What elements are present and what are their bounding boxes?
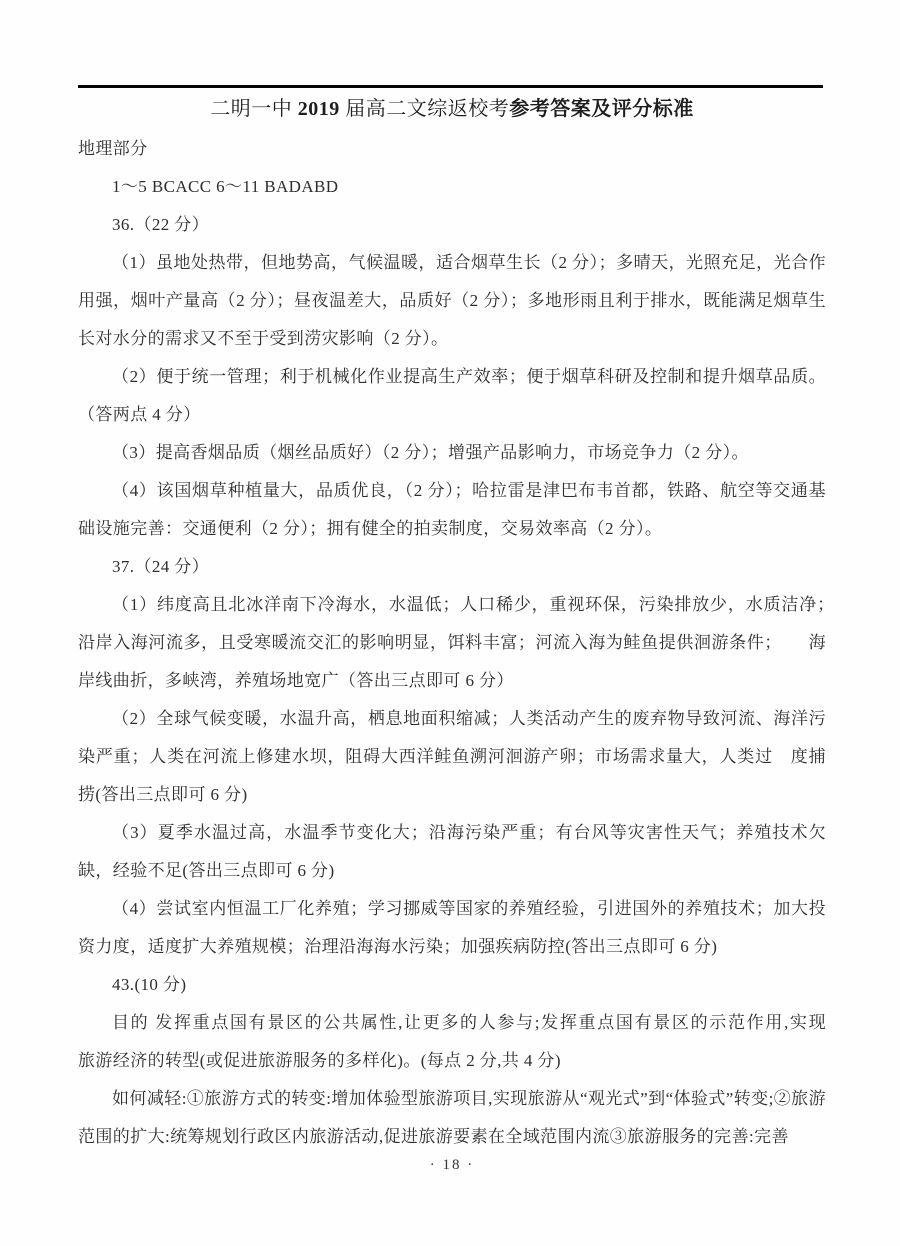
q43-purpose: 目的 发挥重点国有景区的公共属性,让更多的人参与;发挥重点国有景区的示范作用,实现 旅游经济的转型(或促进旅游服务的多样化)。(每点 2 分,共 4 分) xyxy=(78,1013,861,1070)
multiple-choice-answers: 1～5 BCACC 6～11 BADABD xyxy=(112,177,339,196)
q37-header: 37.（24 分） xyxy=(112,557,210,576)
header-rule xyxy=(78,85,823,88)
title-answer-key-label: 参考答案及评分标准 xyxy=(509,98,694,120)
title-exam-name: 届高二文综返校考 xyxy=(339,98,510,120)
q36-item-2: （2）便于统一管理；利于机械化作业提高生产效率；便于烟草科研及控制和提升烟草品质。（答两点 4 分） xyxy=(78,367,826,424)
title-year: 2019 xyxy=(297,98,340,120)
q37-item-2: （2）全球气候变暖，水温升高，栖息地面积缩减；人类活动产生的废弃物导致河流、海洋污染严重；人类在河流上修建水坝，阻碍大西洋鲑鱼溯河洄游产卵；市场需求量大，人类过 度捕捞(答出三点即可 6 分) xyxy=(78,709,826,804)
q36-header: 36.（22 分） xyxy=(112,215,210,234)
q37-item-1: （1）纬度高且北冰洋南下冷海水，水温低；人口稀少，重视环保，污染排放少，水质洁净； 沿岸入海河流多，且受寒暖流交汇的影响明显，饵料丰富；河流入海为鲑鱼提供洄游条件； 海岸线曲折，多峡湾，养殖场地宽广（答出三点即可 6 分） xyxy=(78,595,844,690)
document-title xyxy=(78,90,826,128)
q37-item-4: （4）尝试室内恒温工厂化养殖；学习挪威等国家的养殖经验，引进国外的养殖技术；加大投资力度，适度扩大养殖规模；治理沿海海水污染；加强疾病防控(答出三点即可 6 分) xyxy=(78,899,826,956)
q36-item-4: （4）该国烟草种植量大，品质优良，（2 分）；哈拉雷是津巴布韦首都，铁路、航空等交通基础设施完善：交通便利（2 分）；拥有健全的拍卖制度，交易效率高（2 分）。 xyxy=(78,481,826,538)
q36-item-1: （1）虽地处热带，但地势高，气候温暖，适合烟草生长（2 分）；多晴天，光照充足，光合作用强，烟叶产量高（2 分）；昼夜温差大，品质好（2 分）；多地形雨且利于排水，既能满足烟草生长对水分的需求又不至于受到涝灾影响（2 分）。 xyxy=(78,253,826,348)
page-number: · 18 · xyxy=(429,1157,475,1173)
section-label-geography: 地理部分 xyxy=(78,139,148,158)
title-school: 二明一中 xyxy=(210,98,298,120)
q37-item-3: （3）夏季水温过高，水温季节变化大；沿海污染严重；有台风等灾害性天气；养殖技术欠缺，经验不足(答出三点即可 6 分) xyxy=(78,823,826,880)
document-content xyxy=(78,90,861,1156)
q43-header: 43.(10 分) xyxy=(112,975,187,994)
q43-mitigation: 如何减轻:①旅游方式的转变:增加体验型旅游项目,实现旅游从“观光式”到“体验式”转变;②旅游范围的扩大:统筹规划行政区内旅游活动,促进旅游要素在全域范围内流③旅游服务的完善:完善 xyxy=(78,1089,826,1146)
q36-item-3: （3）提高香烟品质（烟丝品质好）（2 分）；增强产品影响力，市场竞争力（2 分）。 xyxy=(112,443,749,462)
